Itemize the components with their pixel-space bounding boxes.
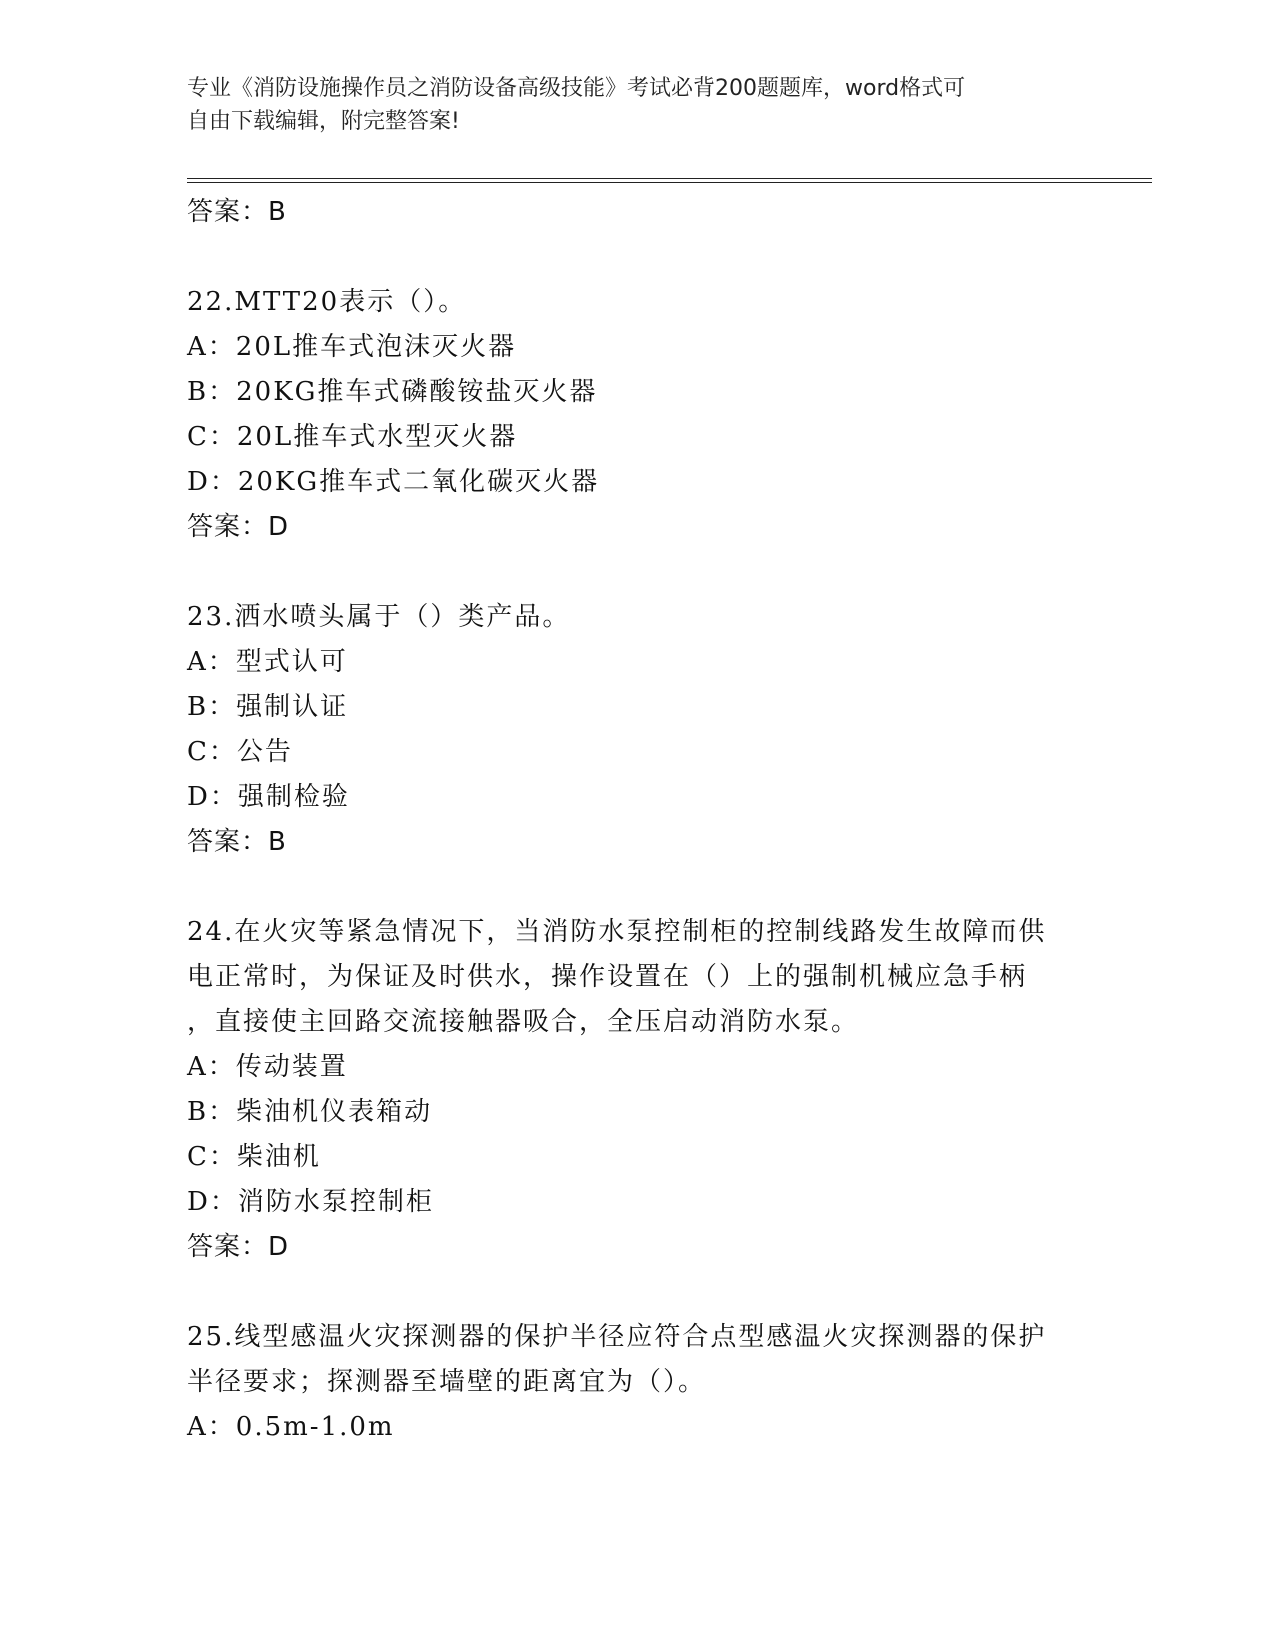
option-a: A：传动装置 — [187, 1052, 348, 1082]
option-b: B：强制认证 — [187, 692, 349, 722]
header-line-2: 自由下载编辑，附完整答案! — [187, 109, 460, 134]
option-d: D：消防水泵控制柜 — [187, 1187, 434, 1217]
option-a: A：0.5m-1.0m — [187, 1412, 395, 1442]
question-text-line-1: 25.线型感温火灾探测器的保护半径应符合点型感温火灾探测器的保护 — [187, 1322, 1047, 1352]
question-text: 23.洒水喷头属于（）类产品。 — [187, 602, 571, 632]
answer: 答案：B — [187, 827, 287, 857]
header-line-1: 专业《消防设施操作员之消防设备高级技能》考试必背200题题库，word格式可 — [187, 76, 966, 101]
spacer — [187, 235, 1087, 280]
question-23 — [187, 595, 1087, 865]
option-a: A：型式认可 — [187, 647, 348, 677]
option-a: A：20L推车式泡沫灭火器 — [187, 332, 517, 362]
header-divider — [187, 178, 1152, 183]
option-c: C：公告 — [187, 737, 293, 767]
question-text-line-1: 24.在火灾等紧急情况下，当消防水泵控制柜的控制线路发生故障而供 — [187, 917, 1047, 947]
spacer — [187, 550, 1087, 595]
spacer — [187, 1270, 1087, 1315]
document-header — [187, 72, 1087, 138]
document-body — [187, 190, 1087, 1450]
option-b: B：柴油机仪表箱动 — [187, 1097, 433, 1127]
question-text-line-2: 电正常时，为保证及时供水，操作设置在（）上的强制机械应急手柄 — [187, 962, 1028, 992]
question-25 — [187, 1315, 1087, 1450]
option-c: C：柴油机 — [187, 1142, 321, 1172]
option-c: C：20L推车式水型灭火器 — [187, 422, 518, 452]
option-d: D：强制检验 — [187, 782, 350, 812]
option-b: B：20KG推车式磷酸铵盐灭火器 — [187, 377, 598, 407]
question-22 — [187, 280, 1087, 550]
option-d: D：20KG推车式二氧化碳灭火器 — [187, 467, 600, 497]
question-24 — [187, 910, 1087, 1270]
question-text-line-3: ，直接使主回路交流接触器吸合，全压启动消防水泵。 — [187, 1007, 860, 1037]
answer: 答案：D — [187, 512, 290, 542]
answer-21: 答案：B — [187, 197, 287, 227]
answer: 答案：D — [187, 1232, 290, 1262]
question-text-line-2: 半径要求；探测器至墙壁的距离宜为（）。 — [187, 1367, 707, 1397]
spacer — [187, 865, 1087, 910]
question-text: 22.MTT20表示（）。 — [187, 287, 467, 317]
